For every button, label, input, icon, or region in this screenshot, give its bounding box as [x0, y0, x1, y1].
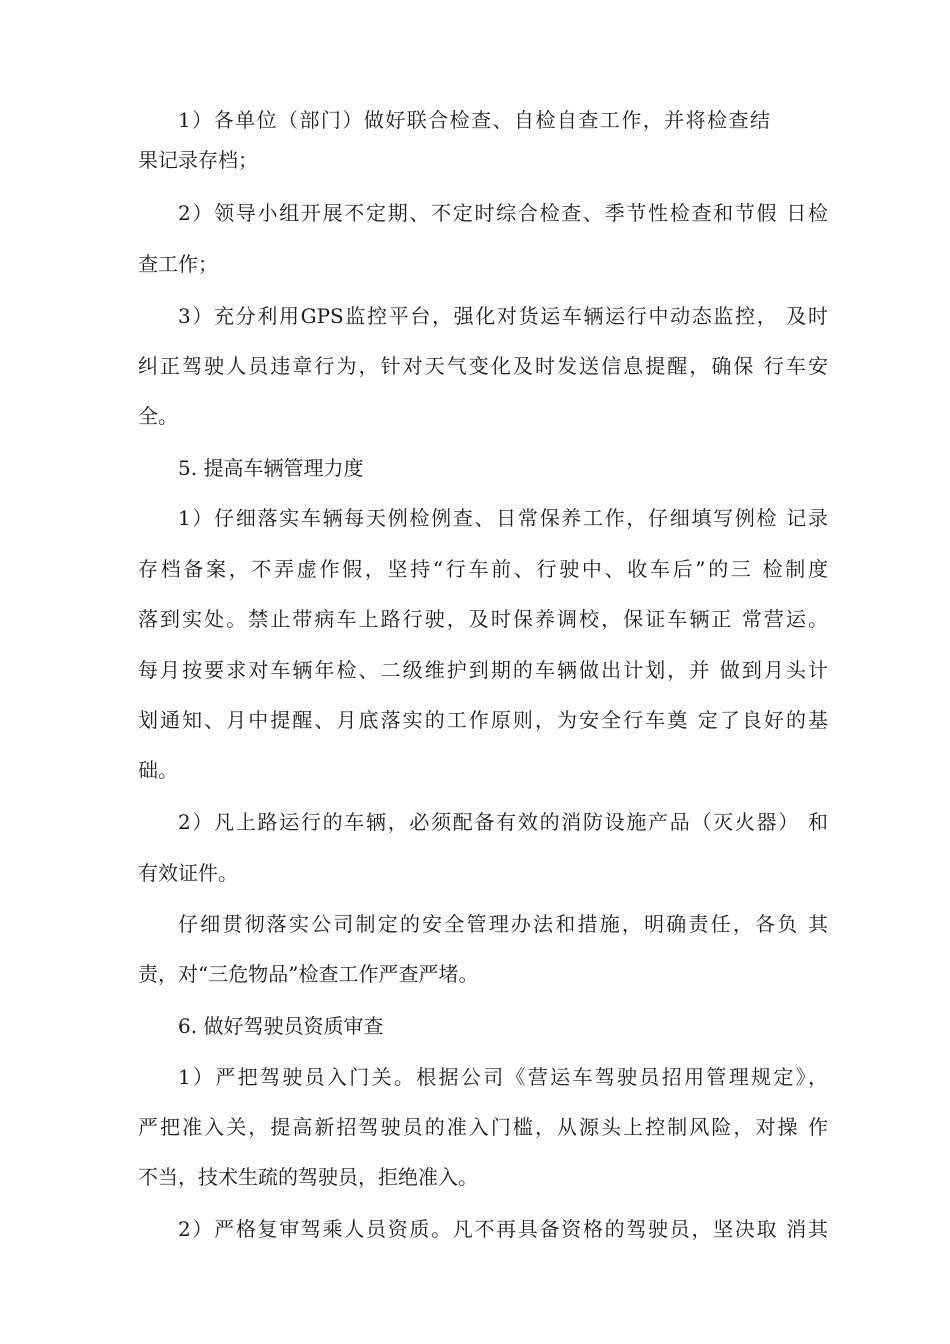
section-heading: 6. 做好驾驶员资质审查: [178, 1014, 384, 1038]
text-line: 责，对“三危物品”检查工作严查严堵。: [138, 962, 479, 986]
text-line: 2）领导小组开展不定期、不定时综合检查、季节性检查和节假 日检: [178, 201, 828, 225]
text-line: 落到实处。禁止带病车上路行驶，及时保养调校，保证车辆正 常营运。: [138, 607, 828, 631]
text-line: 础。: [138, 758, 178, 782]
text-line: 3）充分利用GPS监控平台，强化对货运车辆运行中动态监控， 及时: [178, 304, 828, 328]
text-line: 存档备案，不弄虚作假，坚持“行车前、行驶中、收车后”的三 检制度: [138, 557, 828, 581]
text-line: 1）仔细落实车辆每天例检例查、日常保养工作，仔细填写例检 记录: [178, 506, 828, 530]
text-line: 仔细贯彻落实公司制定的安全管理办法和措施，明确责任，各负 其: [178, 912, 828, 936]
text-line: 2）严格复审驾乘人员资质。凡不再具备资格的驾驶员，坚决取 消其: [178, 1217, 828, 1241]
text-line: 1）严把驾驶员入门关。根据公司《营运车驾驶员招用管理规定》，: [178, 1065, 828, 1089]
text-line: 全。: [138, 404, 178, 428]
text-line: 每月按要求对车辆年检、二级维护到期的车辆做出计划，并 做到月头计: [138, 658, 828, 682]
text-line: 划通知、月中提醒、月底落实的工作原则，为安全行车奠 定了良好的基: [138, 708, 828, 732]
text-line: 纠正驾驶人员违章行为，针对天气变化及时发送信息提醒，确保 行车安: [138, 354, 828, 378]
text-line: 2）凡上路运行的车辆，必须配备有效的消防设施产品（灭火器） 和: [178, 810, 828, 834]
text-line: 1）各单位（部门）做好联合检查、自检自查工作，并将检查结: [178, 108, 770, 132]
text-line: 果记录存档；: [138, 148, 258, 172]
text-line: 查工作；: [138, 252, 218, 276]
text-line: 有效证件。: [138, 861, 238, 885]
text-line: 严把准入关，提高新招驾驶员的准入门槛，从源头上控制风险，对操 作: [138, 1115, 828, 1139]
text-line: 不当，技术生疏的驾驶员，拒绝准入。: [138, 1165, 478, 1189]
section-heading: 5. 提高车辆管理力度: [178, 456, 364, 480]
